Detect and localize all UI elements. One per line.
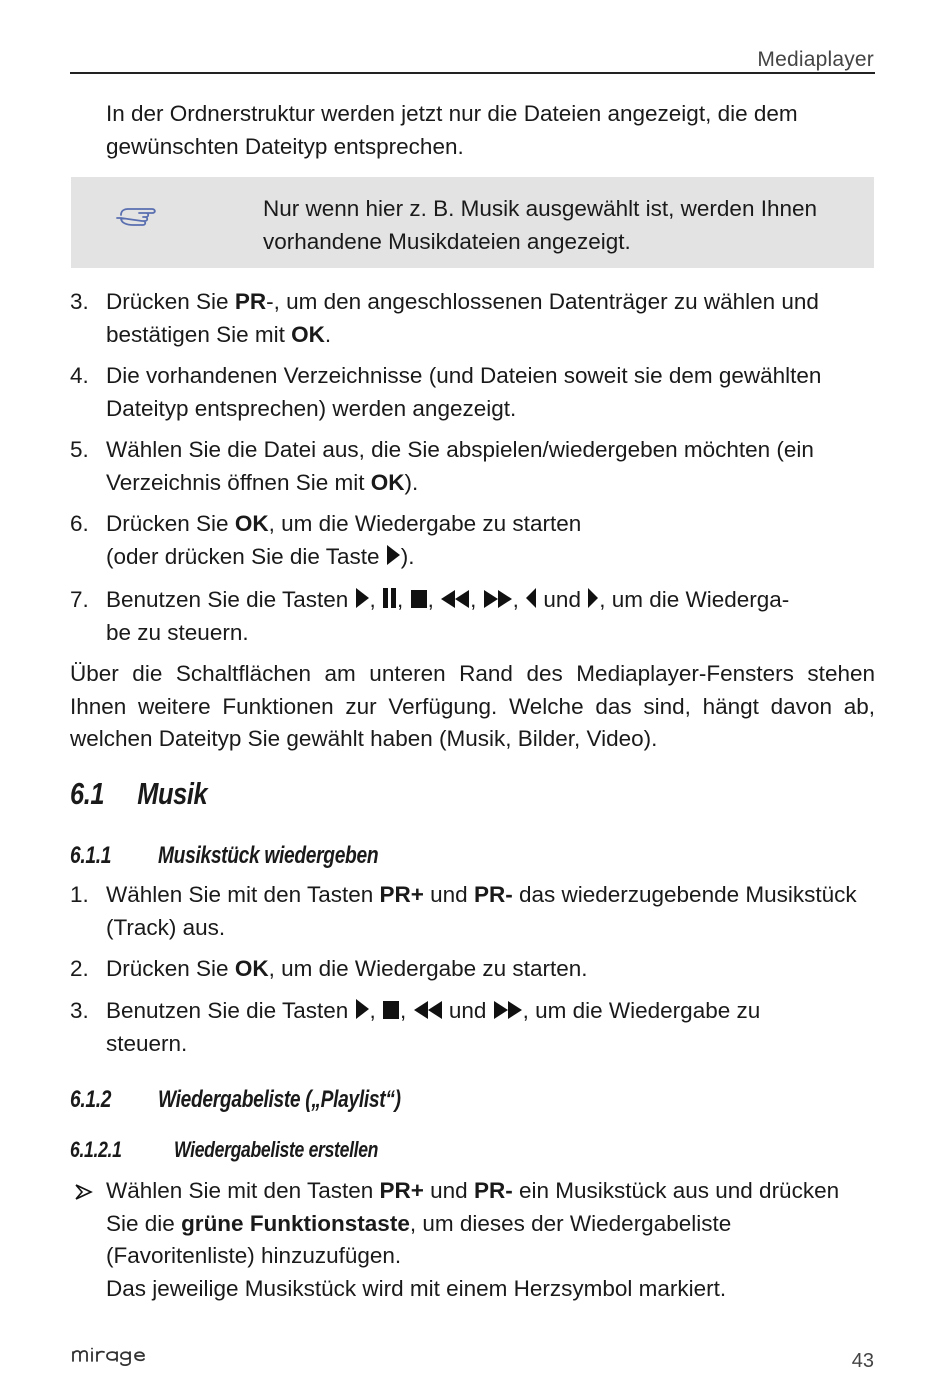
pointing-hand-icon xyxy=(115,202,165,236)
bullet-text: Wählen Sie mit den Tasten PR+ und PR- ein Musikstück aus und drücken Sie die grüne Funktionstaste, um dieses der Wiedergabeliste (Favoritenliste) hinzuzufügen. Das jeweilige Musikstück wird mit einem Herzsymbol markiert. xyxy=(106,1178,840,1301)
note-box xyxy=(71,177,874,268)
list-number: 3. xyxy=(70,998,89,1023)
list-number: 6. xyxy=(70,511,89,536)
rewind-icon xyxy=(413,1000,443,1020)
list-text: Wählen Sie die Datei aus, die Sie abspielen/wiedergeben möchten (ein Verzeichnis öffnen Sie mit OK). xyxy=(106,437,814,495)
summary-paragraph: Über die Schaltflächen am unteren Rand des Mediaplayer-Fensters stehen Ihnen weitere Funktionen zur Verfügung. Welche das sind, hängt davon ab, welchen Dateityp Sie gewählt haben (Musik, Bilder, Video). xyxy=(70,661,875,751)
header-rule xyxy=(70,72,875,74)
mirage-logo xyxy=(71,1345,155,1367)
note-text: Nur wenn hier z. B. Musik ausgewählt ist, werden Ihnen vorhandene Musikdateien angezeigt. xyxy=(263,196,818,254)
list-text: Drücken Sie OK, um die Wiedergabe zu starten. xyxy=(106,956,588,981)
rewind-icon xyxy=(440,589,470,609)
stop-icon xyxy=(382,1000,400,1020)
list-text: Die vorhandenen Verzeichnisse (und Dateien soweit sie dem gewählten Dateityp entsprechen) werden angezeigt. xyxy=(106,363,822,421)
intro-paragraph: In der Ordnerstruktur werden jetzt nur die Dateien angezeigt, die dem gewünschten Dateityp entsprechen. xyxy=(106,101,798,159)
list-text: Benutzen Sie die Tasten , , und , um die Wiedergabe zu steuern. xyxy=(106,998,761,1056)
play-icon xyxy=(355,587,370,609)
running-title: Mediaplayer xyxy=(757,48,874,71)
subsection-heading: 6.1.1 Musikstück wiedergeben xyxy=(70,842,379,869)
left-arrow-icon xyxy=(525,587,537,609)
right-arrow-icon xyxy=(587,587,599,609)
list-number: 7. xyxy=(70,587,89,612)
stop-icon xyxy=(410,589,428,609)
pause-icon xyxy=(382,587,397,609)
section-heading: 6.1 Musik xyxy=(70,776,208,811)
page-number: 43 xyxy=(851,1350,874,1372)
list-number: 1. xyxy=(70,882,89,907)
list-text: Drücken Sie OK, um die Wiedergabe zu starten (oder drücken Sie die Taste ). xyxy=(106,511,582,569)
fast-forward-icon xyxy=(493,1000,523,1020)
list-text: Benutzen Sie die Tasten , , , , , und , um die Wiederga- be zu steuern. xyxy=(106,587,790,645)
list-number: 3. xyxy=(70,289,89,314)
subsection-heading: 6.1.2 Wiedergabeliste („Playlist“) xyxy=(70,1086,401,1113)
fast-forward-icon xyxy=(483,589,513,609)
play-icon xyxy=(386,544,401,566)
list-text: Drücken Sie PR-, um den angeschlossenen Datenträger zu wählen und bestätigen Sie mit OK. xyxy=(106,289,819,347)
play-icon xyxy=(355,998,370,1020)
subsubsection-heading: 6.1.2.1 Wiedergabeliste erstellen xyxy=(70,1137,379,1162)
list-number: 5. xyxy=(70,437,89,462)
list-number: 2. xyxy=(70,956,89,981)
list-number: 4. xyxy=(70,363,89,388)
list-text: Wählen Sie mit den Tasten PR+ und PR- das wiederzugebende Musikstück (Track) aus. xyxy=(106,882,857,940)
arrowhead-bullet-icon xyxy=(74,1183,94,1201)
